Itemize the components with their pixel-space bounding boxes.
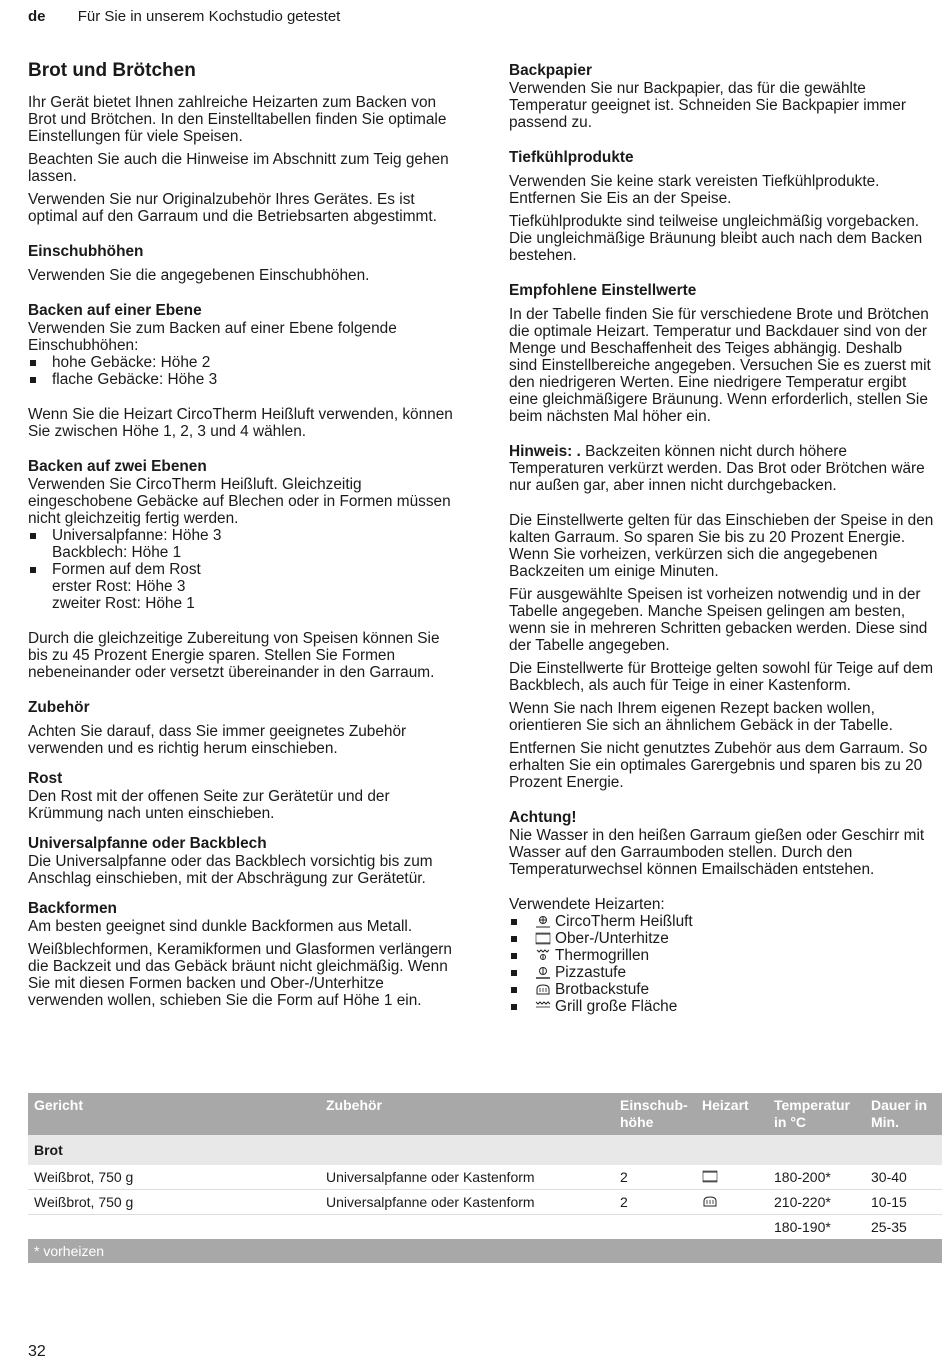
heizart-label: Ober-/Unterhitze <box>555 930 669 947</box>
cell-gericht: Weißbrot, 750 g <box>34 1169 134 1185</box>
ober-unterhitze-icon <box>535 932 551 945</box>
cell-hoehe: 2 <box>620 1194 628 1210</box>
rost-text: Den Rost mit der offenen Seite zur Gerätetür und der Krümmung nach unten einschieben. <box>28 788 390 822</box>
hinweis-text: Backzeiten können nicht durch höhere Temperaturen verkürzt werden. Das Brot oder Brötchen wäre nur außen gar, aber innen nicht durchgebacken. <box>509 443 925 494</box>
col-header-zubehoer: Zubehör <box>326 1097 382 1113</box>
col-header-einschub: Einschub- höhe <box>620 1097 688 1130</box>
heizart-label: Grill große Fläche <box>555 998 678 1015</box>
section-heading-empfohlen: Empfohlene Einstellwerte <box>509 282 697 299</box>
left-column <box>28 60 458 1009</box>
settings-table <box>28 1093 942 1263</box>
list-item <box>509 947 934 964</box>
cell-zubehoer: Universalpfanne oder Kastenform <box>326 1169 535 1185</box>
section-heading-tiefkuehl: Tiefkühlprodukte <box>509 149 634 166</box>
list-item-sub: zweiter Rost: Höhe 1 <box>52 595 195 612</box>
pizzastufe-icon <box>535 966 551 979</box>
tk-text: Verwenden Sie keine stark vereisten Tiefkühlprodukte. Entfernen Sie Eis an der Speise. <box>509 173 880 207</box>
list-item-text: Universalpfanne: Höhe 3 <box>52 527 222 544</box>
pfanne-text: Die Universalpfanne oder das Backblech vorsichtig bis zum Anschlag einschieben, mit der Abschrägung zur Gerätetür. <box>28 853 433 887</box>
cell-temp: 210-220* <box>774 1194 831 1210</box>
list-item <box>28 561 458 612</box>
section-heading-backpapier: Backpapier <box>509 62 592 79</box>
einschub-text: Verwenden Sie die angegebenen Einschubhöhen. <box>28 267 370 284</box>
info-paragraph: Für ausgewählte Speisen ist vorheizen notwendig und in der Tabelle angegeben. Manche Speisen gelingen am besten, wenn sie in mehreren Schritten gebacken werden. Diese sind der Tabelle angegeben. <box>509 586 928 654</box>
page-title: Brot und Brötchen <box>28 60 196 81</box>
section-label: Brot <box>34 1142 63 1158</box>
ebene1-note: Wenn Sie die Heizart CircoTherm Heißluft verwenden, können Sie zwischen Höhe 1, 2, 3 und 4 wählen. <box>28 406 453 440</box>
cell-hoehe: 2 <box>620 1169 628 1185</box>
list-item <box>28 527 458 561</box>
header-title: Für Sie in unserem Kochstudio getestet <box>77 8 341 25</box>
info-paragraph: Wenn Sie nach Ihrem eigenen Rezept backen wollen, orientieren Sie sich an ähnlichem Gebäck in der Tabelle. <box>509 700 893 734</box>
cell-temp: 180-200* <box>774 1169 831 1185</box>
section-heading-zwei-ebenen: Backen auf zwei Ebenen <box>28 458 207 475</box>
cell-temp: 180-190* <box>774 1219 831 1235</box>
table-header <box>28 1093 942 1135</box>
list-item <box>509 981 934 998</box>
table-row <box>28 1190 942 1215</box>
list-item <box>509 964 934 981</box>
section-heading-einschubhoehen: Einschubhöhen <box>28 243 144 260</box>
heizarten-label: Verwendete Heizarten: <box>509 896 665 913</box>
ebene2-list <box>28 527 458 612</box>
table-row <box>28 1165 942 1190</box>
table-footnote <box>28 1239 942 1263</box>
page-header <box>28 8 340 25</box>
section-heading-backformen: Backformen <box>28 900 117 917</box>
col-header-dauer: Dauer in Min. <box>871 1097 928 1130</box>
intro-paragraph: Ihr Gerät bietet Ihnen zahlreiche Heizarten zum Backen von Brot und Brötchen. In den Einstelltabellen finden Sie optimale Einstellungen für viele Speisen. <box>28 94 447 145</box>
hinweis-paragraph <box>509 443 934 494</box>
ebene2-text: Verwenden Sie CircoTherm Heißluft. Gleichzeitig eingeschobene Gebäcke auf Blechen oder in Formen müssen nicht gleichzeitig fertig werden. <box>28 476 451 527</box>
ober-unterhitze-icon <box>702 1170 718 1186</box>
warning-text: Nie Wasser in den heißen Garraum gießen oder Geschirr mit Wasser auf den Garraumboden stellen. Durch den Temperaturwechsel können Emailschäden entstehen. <box>509 827 925 878</box>
page-number: 32 <box>28 1343 46 1360</box>
table-row <box>28 1215 942 1239</box>
heizart-label: Thermogrillen <box>555 947 650 964</box>
ebene1-list <box>28 354 458 388</box>
list-item <box>509 930 934 947</box>
col-header-temperatur: Temperatur in °C <box>774 1097 850 1130</box>
info-paragraph: Entfernen Sie nicht genutztes Zubehör aus dem Garraum. So erhalten Sie ein optimales Garergebnis und sparen bis zu 20 Prozent Energie. <box>509 740 928 791</box>
intro-paragraph: Verwenden Sie nur Originalzubehör Ihres Gerätes. Es ist optimal auf den Garraum und die Betriebsarten abgestimmt. <box>28 191 437 225</box>
heizart-label: Pizzastufe <box>555 964 627 981</box>
cell-zubehoer: Universalpfanne oder Kastenform <box>326 1194 535 1210</box>
thermogrillen-icon <box>535 949 551 962</box>
tk-text: Tiefkühlprodukte sind teilweise ungleichmäßig vorgebacken. Die ungleichmäßige Bräunung bleibt auch nach dem Backen bestehen. <box>509 213 923 264</box>
intro-paragraph: Beachten Sie auch die Hinweise im Abschnitt zum Teig gehen lassen. <box>28 151 449 185</box>
col-header-heizart: Heizart <box>702 1097 749 1113</box>
circotherm-icon <box>535 915 551 928</box>
section-heading-universalpfanne: Universalpfanne oder Backblech <box>28 835 267 852</box>
section-heading-zubehoer: Zubehör <box>28 699 90 716</box>
ebene1-text: Verwenden Sie zum Backen auf einer Ebene folgende Einschubhöhen: <box>28 320 397 354</box>
list-item: flache Gebäcke: Höhe 3 <box>28 371 458 388</box>
section-heading-eine-ebene: Backen auf einer Ebene <box>28 302 202 319</box>
language-code: de <box>28 8 46 25</box>
cell-dauer: 30-40 <box>871 1169 907 1185</box>
info-paragraph: Die Einstellwerte für Brotteige gelten sowohl für Teige auf dem Backblech, als auch für Teige in einer Kastenform. <box>509 660 934 694</box>
list-item-text: Formen auf dem Rost <box>52 561 201 578</box>
heizart-label: CircoTherm Heißluft <box>555 913 693 930</box>
cell-gericht: Weißbrot, 750 g <box>34 1194 134 1210</box>
right-column <box>509 62 934 1015</box>
brotbackstufe-icon <box>535 983 551 996</box>
list-item: hohe Gebäcke: Höhe 2 <box>28 354 458 371</box>
ebene2-note: Durch die gleichzeitige Zubereitung von Speisen können Sie bis zu 45 Prozent Energie sparen. Stellen Sie Formen nebeneinander oder versetzt übereinander in den Garraum. <box>28 630 440 681</box>
formen-text: Am besten geeignet sind dunkle Backformen aus Metall. <box>28 918 413 935</box>
cell-dauer: 25-35 <box>871 1219 907 1235</box>
col-header-gericht: Gericht <box>34 1097 84 1113</box>
zubehoer-text: Achten Sie darauf, dass Sie immer geeignetes Zubehör verwenden und es richtig herum einschieben. <box>28 723 407 757</box>
section-heading-rost: Rost <box>28 770 63 787</box>
list-item-sub: Backblech: Höhe 1 <box>52 544 182 561</box>
heizarten-list <box>509 913 934 1015</box>
list-item-sub: erster Rost: Höhe 3 <box>52 578 186 595</box>
backpapier-text: Verwenden Sie nur Backpapier, das für die gewählte Temperatur geeignet ist. Schneiden Sie Backpapier immer passend zu. <box>509 80 906 131</box>
brotbackstufe-icon <box>702 1195 718 1211</box>
info-paragraph: Die Einstellwerte gelten für das Einschieben der Speise in den kalten Garraum. So sparen Sie bis zu 20 Prozent Energie. Wenn Sie vorheizen, verkürzen sich die angegebenen Backzeiten um einige Minuten. <box>509 512 934 580</box>
heizart-label: Brotbackstufe <box>555 981 650 998</box>
warning-heading: Achtung! <box>509 809 577 826</box>
formen-text: Weißblechformen, Keramikformen und Glasformen verlängern die Backzeit und das Gebäck bräunt nicht gleichmäßig. Wenn Sie mit diesen Formen backen und Ober-/Unterhitze verwenden wollen, schieben Sie die Form auf Höhe 1 ein. <box>28 941 452 1009</box>
hinweis-label: Hinweis: . <box>509 443 581 460</box>
list-item <box>509 998 934 1015</box>
grill-icon <box>535 1000 551 1013</box>
table-section-row <box>28 1135 942 1165</box>
list-item <box>509 913 934 930</box>
empf-text: In der Tabelle finden Sie für verschiedene Brote und Brötchen die optimale Heizart. Temperatur und Backdauer sind von der Menge und Beschaffenheit des Teiges abhängig. Deshalb sind Einstellbereiche angegeben. Versuchen Sie es zuerst mit den niedrigeren Werten. Eine niedrigere Temperatur ergibt eine gleichmäßigere Bräunung. Wenn erforderlich, stellen Sie beim nächsten Mal höher ein. <box>509 306 931 425</box>
footnote-text: * vorheizen <box>34 1243 105 1259</box>
cell-dauer: 10-15 <box>871 1194 907 1210</box>
